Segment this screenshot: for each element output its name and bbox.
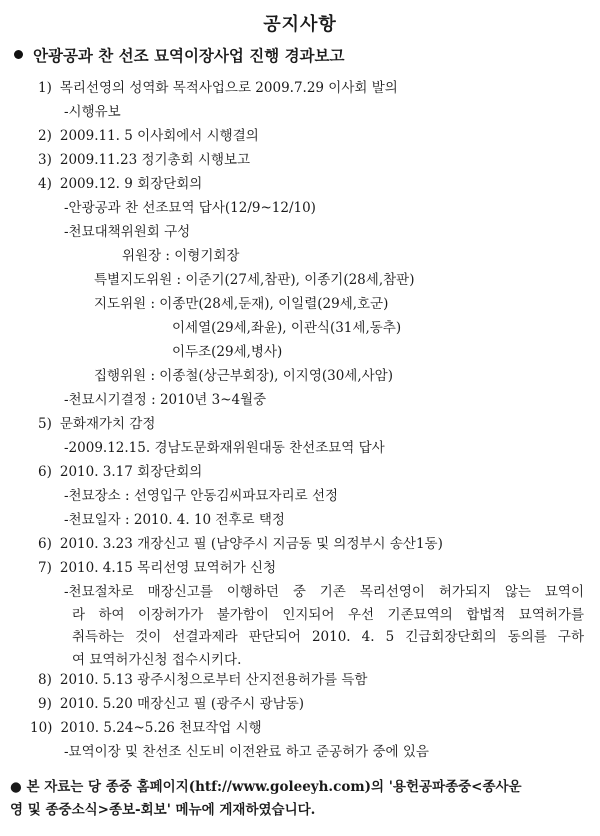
item-number: 4): [38, 176, 52, 192]
paragraph-line: -천묘절차로 매장신고를 이행하던 중 기존 목리선영이 허가되지 않는 묘역이: [64, 584, 584, 600]
list-item: [38, 78, 398, 98]
item-number: 8): [38, 672, 52, 688]
item-number: 6): [38, 464, 52, 480]
item-number: 7): [38, 560, 52, 576]
sub-item: -시행유보: [64, 104, 121, 120]
item-text: 2010. 5.24~5.26 천묘작업 시행: [60, 720, 262, 736]
item-text: 2009.12. 9 회장단회의: [59, 176, 203, 192]
list-item: [38, 174, 202, 194]
section-heading: [14, 44, 344, 66]
footer-note: [10, 776, 590, 822]
list-item: [38, 414, 155, 434]
item-number: 9): [38, 696, 52, 712]
committee-executives: 집행위원 : 이종철(상근부회장), 이지영(30세,사암): [94, 368, 393, 384]
sub-item: -천묘대책위원회 구성: [64, 224, 191, 240]
list-item: [38, 462, 202, 482]
paragraph-line: 취득하는 것이 선결과제라 판단되어 2010. 4. 5 긴급회장단회의 동의를 구하: [72, 629, 584, 646]
list-item: [38, 150, 250, 170]
committee-advisors-cont: 이두조(29세,병사): [172, 344, 283, 360]
item-number: 5): [38, 416, 52, 432]
sub-item: -천묘일자 : 2010. 4. 10 전후로 택정: [64, 512, 285, 528]
paragraph-line: 라 하여 이장허가가 불가함이 인지되어 우선 기존묘역의 합법적 묘역허가를: [72, 606, 584, 623]
list-item: [38, 694, 304, 714]
sub-item: -천묘시기결정 : 2010년 3~4월중: [64, 392, 267, 408]
item-text: 2010. 5.20 매장신고 필 (광주시 광남동): [59, 696, 305, 712]
item-text: 문화재가치 감정: [59, 416, 156, 432]
committee-advisors: 지도위원 : 이종만(28세,둔재), 이일렬(29세,호군): [94, 296, 389, 312]
item-text: 2010. 3.23 개장신고 필 (남양주시 지금동 및 의정부시 송산1동): [59, 536, 443, 552]
committee-special-advisors: 특별지도위원 : 이준기(27세,참판), 이종기(28세,참판): [94, 272, 415, 288]
page-title: 공지사항: [263, 14, 337, 35]
item-number: 1): [38, 80, 52, 96]
list-item: [30, 718, 262, 738]
committee-chair: 위원장 : 이형기회장: [122, 248, 240, 264]
footer-line: 영 및 종중소식>종보-회보' 메뉴에 게재하였습니다.: [10, 802, 316, 818]
list-item: [38, 558, 276, 578]
item-text: 2009.11.23 정기총회 시행보고: [59, 152, 251, 168]
item-number: 10): [30, 720, 53, 736]
committee-advisors-cont: 이세열(29세,좌윤), 이관식(31세,동추): [172, 320, 402, 336]
item-paragraph: [64, 581, 584, 672]
list-item: [38, 670, 367, 690]
item-text: 2010. 3.17 회장단회의: [59, 464, 203, 480]
footer-line: ● 본 자료는 당 종중 홈페이지(htf://www.goleeyh.com)의 '용헌공파종중<종사운: [10, 779, 522, 795]
item-number: 6): [38, 536, 52, 552]
item-number: 3): [38, 152, 52, 168]
sub-item: -안광공과 찬 선조묘역 답사(12/9~12/10): [64, 200, 316, 216]
item-text: 목리선영의 성역화 목적사업으로 2009.7.29 이사회 발의: [59, 80, 398, 96]
sub-item: -묘역이장 및 찬선조 신도비 이전완료 하고 준공허가 중에 있음: [64, 744, 429, 760]
section-heading-text: 안광공과 찬 선조 묘역이장사업 진행 경과보고: [33, 46, 345, 65]
item-number: 2): [38, 128, 52, 144]
item-text: 2009.11. 5 이사회에서 시행결의: [59, 128, 259, 144]
list-item: [38, 126, 259, 146]
list-item: [38, 534, 443, 554]
bullet-icon: [14, 50, 23, 59]
sub-item: -천묘장소 : 선영입구 안동김씨파묘자리로 선정: [64, 488, 339, 504]
item-text: 2010. 4.15 목리선영 묘역허가 신청: [59, 560, 277, 576]
item-text: 2010. 5.13 광주시청으로부터 산지전용허가를 득함: [59, 672, 368, 688]
paragraph-line: 여 묘역허가신청 접수시키다.: [72, 652, 242, 669]
sub-item: -2009.12.15. 경남도문화재위원대동 찬선조묘역 답사: [64, 440, 385, 456]
